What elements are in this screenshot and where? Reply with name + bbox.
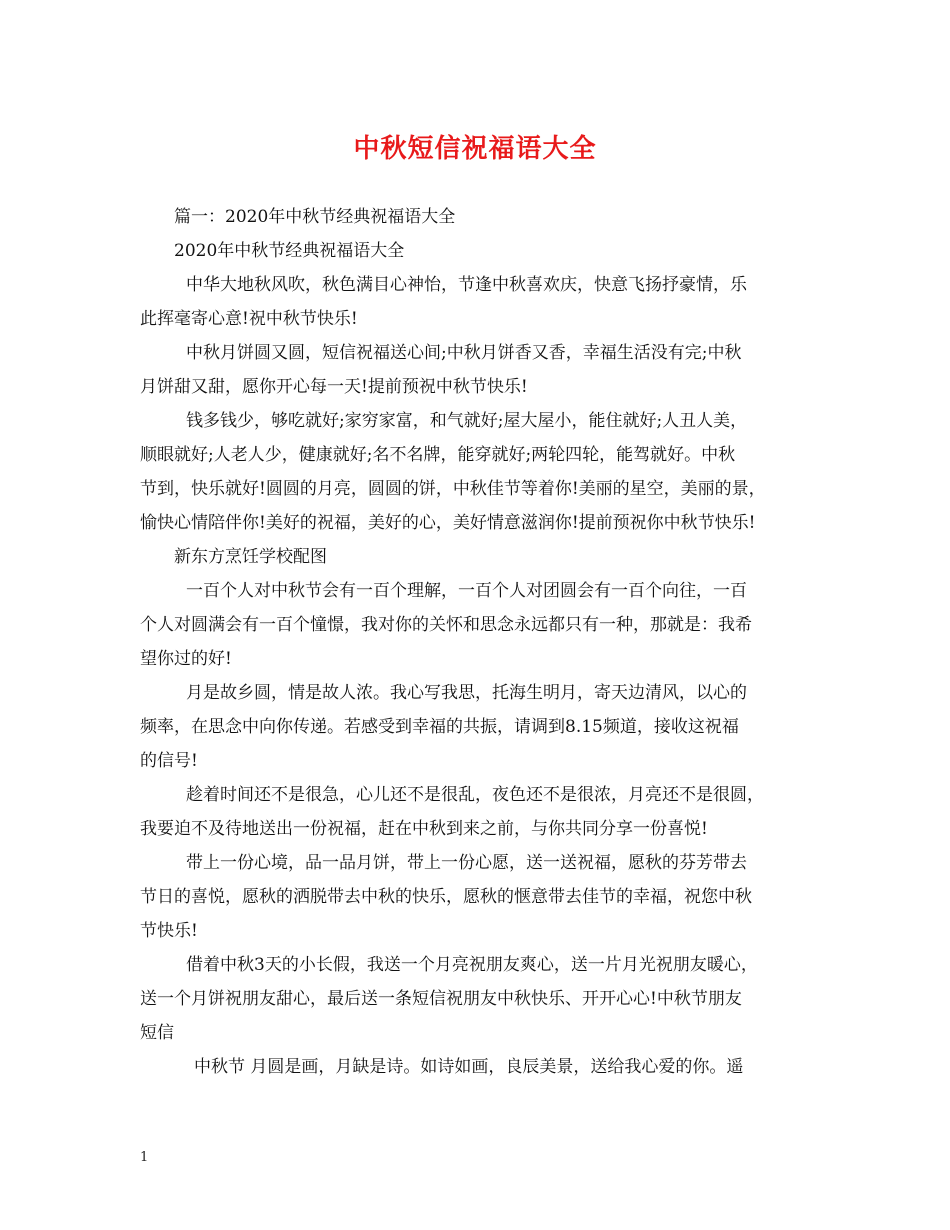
text-line: 中秋月饼圆又圆，短信祝福送心间;中秋月饼香又香，幸福生活没有完;中秋 (186, 343, 742, 363)
text-line: 节到，快乐就好!圆圆的月亮，圆圆的饼，中秋佳节等着你!美丽的星空，美丽的景， (140, 479, 766, 499)
text-line: 望你过的好! (140, 649, 232, 669)
text-line: 送一个月饼祝朋友甜心，最后送一条短信祝朋友中秋快乐、开开心心!中秋节朋友 (140, 989, 742, 1009)
text-line: 我要迫不及待地送出一份祝福，赶在中秋到来之前，与你共同分享一份喜悦! (140, 819, 708, 839)
text-line: 个人对圆满会有一百个憧憬，我对你的关怀和思念永远都只有一种，那就是：我希 (140, 615, 752, 635)
text-line: 节快乐! (140, 921, 198, 941)
text-line: 钱多钱少，够吃就好;家穷家富，和气就好;屋大屋小，能住就好;人丑人美， (186, 411, 748, 431)
text-line: 一百个人对中秋节会有一百个理解，一百个人对团圆会有一百个向往，一百 (186, 581, 747, 601)
text-line: 借着中秋3天的小长假，我送一个月亮祝朋友爽心，送一片月光祝朋友暖心， (186, 955, 758, 975)
text-line: 此挥毫寄心意!祝中秋节快乐! (140, 309, 358, 329)
text-line: 月是故乡圆，情是故人浓。我心写我思，托海生明月，寄天边清风，以心的 (186, 683, 747, 703)
text-line: 频率，在思念中向你传递。若感受到幸福的共振，请调到8.15频道，接收这祝福 (140, 717, 739, 737)
text-line: 的信号! (140, 751, 198, 771)
text-line: 2020年中秋节经典祝福语大全 (174, 241, 405, 261)
text-line: 篇一：2020年中秋节经典祝福语大全 (174, 207, 456, 227)
text-line: 月饼甜又甜，愿你开心每一天!提前预祝中秋节快乐! (140, 377, 528, 397)
text-line: 新东方烹饪学校配图 (174, 547, 327, 567)
page-number: 1 (140, 1150, 149, 1165)
text-line: 愉快心情陪伴你!美好的祝福，美好的心，美好情意滋润你!提前预祝你中秋节快乐! (140, 513, 756, 533)
text-line: 短信 (140, 1023, 174, 1043)
text-line: 节日的喜悦，愿秋的洒脱带去中秋的快乐，愿秋的惬意带去佳节的幸福，祝您中秋 (140, 887, 752, 907)
text-line: 中华大地秋风吹，秋色满目心神怡，节逢中秋喜欢庆，快意飞扬抒豪情，乐 (186, 275, 747, 295)
text-line: 中秋节 月圆是画，月缺是诗。如诗如画，良辰美景，送给我心爱的你。遥 (194, 1057, 744, 1077)
text-line: 顺眼就好;人老人少，健康就好;名不名牌，能穿就好;两轮四轮，能驾就好。中秋 (140, 445, 736, 465)
document-title: 中秋短信祝福语大全 (353, 134, 597, 164)
text-line: 趁着时间还不是很急，心儿还不是很乱，夜色还不是很浓，月亮还不是很圆， (186, 785, 764, 805)
text-line: 带上一份心境，品一品月饼，带上一份心愿，送一送祝福，愿秋的芬芳带去 (186, 853, 747, 873)
document-body (140, 200, 820, 1084)
